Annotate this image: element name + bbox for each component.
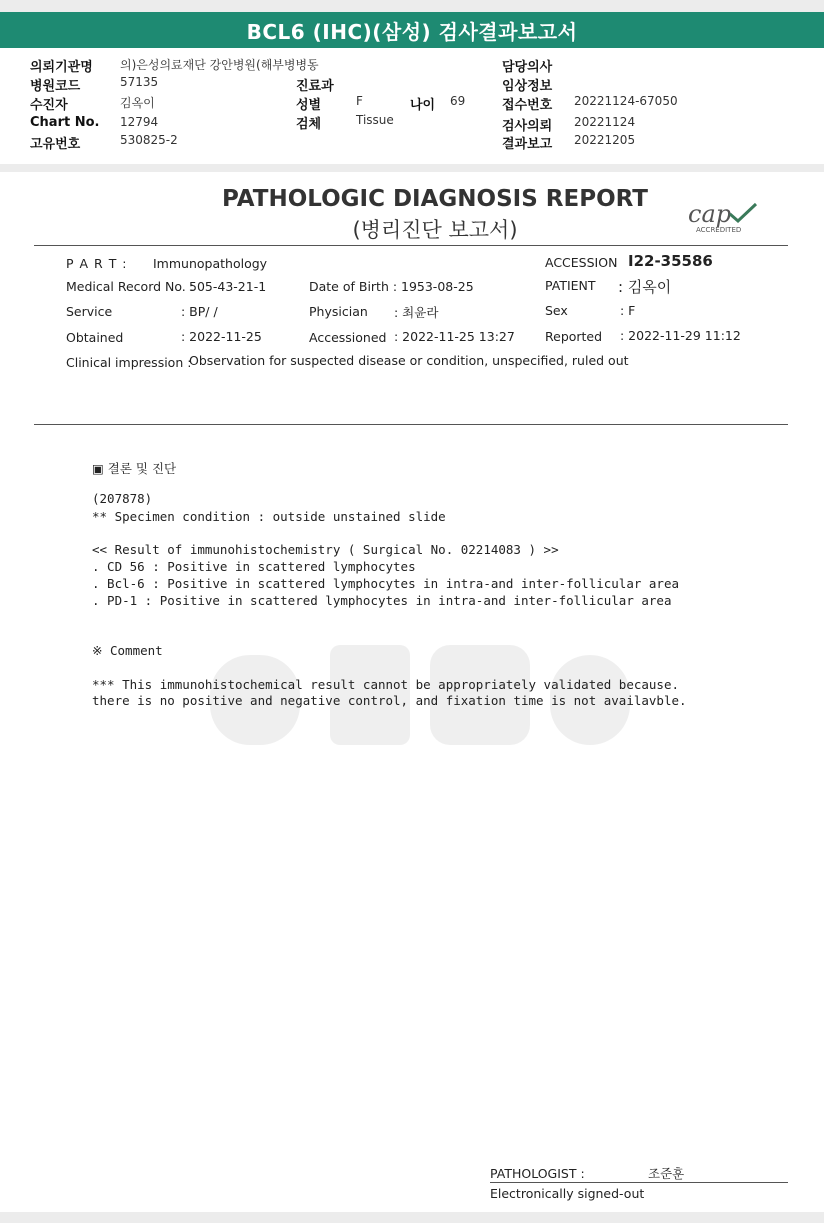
report-title: PATHOLOGIC DIAGNOSIS REPORT <box>222 186 648 212</box>
dob-value: 1953-08-25 <box>401 279 474 294</box>
reported-value: : 2022-11-29 11:12 <box>620 328 741 343</box>
signature-rule <box>490 1182 788 1183</box>
accessioned-label: Accessioned <box>309 330 387 345</box>
sex-label-report: Sex <box>545 303 568 318</box>
ihc-result-bcl6: . Bcl-6 : Positive in scattered lymphocytes in intra-and inter-follicular area <box>92 576 679 591</box>
specimen-label: 검체 <box>296 117 322 132</box>
report-subtitle: (병리진단 보고서) <box>352 218 518 242</box>
service-label: Service <box>66 304 113 319</box>
physician-value: : 최윤라 <box>394 305 439 320</box>
request-info-header <box>0 48 824 164</box>
receipt-no-label: 접수번호 <box>502 98 553 113</box>
result-date-value: 20221205 <box>574 133 636 147</box>
cap-accredited-logo <box>688 200 760 236</box>
receipt-no-value: 20221124-67050 <box>574 94 678 108</box>
comment-line-2: there is no positive and negative control, and fixation time is not availavble. <box>92 693 687 708</box>
check-icon <box>728 202 758 224</box>
ihc-result-pd1: . PD-1 : Positive in scattered lymphocytes in intra-and inter-follicular area <box>92 593 672 608</box>
service-value: : BP/ / <box>181 304 218 319</box>
hospital-code-value: 57135 <box>120 75 159 89</box>
institution-value: 의)은성의료재단 강안병원(해부병병동 <box>120 58 319 72</box>
pathologist-label: PATHOLOGIST : <box>490 1166 585 1181</box>
sex-value-report: : F <box>620 303 636 318</box>
request-date-value: 20221124 <box>574 115 636 129</box>
comment-line-1: *** This immunohistochemical result cannot be appropriately validated because. <box>92 677 679 692</box>
patient-value: 김옥이 <box>120 96 155 110</box>
unique-id-label: 고유번호 <box>30 137 81 152</box>
patient-label-report: PATIENT <box>545 278 596 293</box>
result-date-label: 결과보고 <box>502 137 553 152</box>
mrn-label: Medical Record No. : <box>66 279 194 294</box>
obtained-label: Obtained <box>66 330 124 345</box>
institution-label: 의뢰기관명 <box>30 60 93 75</box>
specimen-value: Tissue <box>356 113 394 127</box>
signed-out-text: Electronically signed-out <box>490 1186 645 1201</box>
specimen-condition-line: ** Specimen condition : outside unstained slide <box>92 509 446 524</box>
sex-label: 성별 <box>296 98 322 113</box>
rule-middle <box>34 424 788 425</box>
mrn-value: 505-43-21-1 <box>189 279 267 294</box>
accessioned-value: : 2022-11-25 13:27 <box>394 329 515 344</box>
request-date-label: 검사의뢰 <box>502 119 553 134</box>
patient-label: 수진자 <box>30 98 68 113</box>
department-label: 진료과 <box>296 79 334 94</box>
patient-value-report: : 김옥이 <box>618 278 672 296</box>
unique-id-value: 530825-2 <box>120 133 178 147</box>
accession-value: I22-35586 <box>628 252 713 270</box>
dob-label: Date of Birth : <box>309 279 398 294</box>
doctor-label: 담당의사 <box>502 60 553 75</box>
sex-value: F <box>356 94 363 108</box>
hospital-code-label: 병원코드 <box>30 79 81 94</box>
reported-label: Reported <box>545 329 603 344</box>
age-value: 69 <box>450 94 466 108</box>
clinical-info-label: 임상정보 <box>502 79 553 94</box>
cap-logo-text: cap <box>688 200 732 228</box>
report-id-line: (207878) <box>92 491 153 506</box>
accession-label: ACCESSION <box>545 255 618 270</box>
rule-top <box>34 245 788 246</box>
ihc-result-heading: << Result of immunohistochemistry ( Surgical No. 02214083 ) >> <box>92 542 559 557</box>
ihc-result-cd56: . CD 56 : Positive in scattered lymphocytes <box>92 559 416 574</box>
cap-logo-subtext: ACCREDITED <box>696 226 742 234</box>
comment-heading: ※ Comment <box>92 643 163 658</box>
chart-no-label: Chart No. <box>30 115 100 130</box>
chart-no-value: 12794 <box>120 115 159 129</box>
clinical-impression-label: Clinical impression : <box>66 355 192 370</box>
part-label: P A R T : <box>66 256 128 271</box>
age-label: 나이 <box>410 98 436 113</box>
report-banner-title: BCL6 (IHC)(삼성) 검사결과보고서 <box>0 12 824 48</box>
physician-label: Physician <box>309 304 368 319</box>
section-heading: ▣ 결론 및 진단 <box>92 461 177 476</box>
pathologist-name: 조준훈 <box>648 1166 685 1181</box>
part-value: Immunopathology <box>153 256 268 271</box>
obtained-value: : 2022-11-25 <box>181 329 262 344</box>
clinical-impression-value: Observation for suspected disease or condition, unspecified, ruled out <box>189 353 629 368</box>
